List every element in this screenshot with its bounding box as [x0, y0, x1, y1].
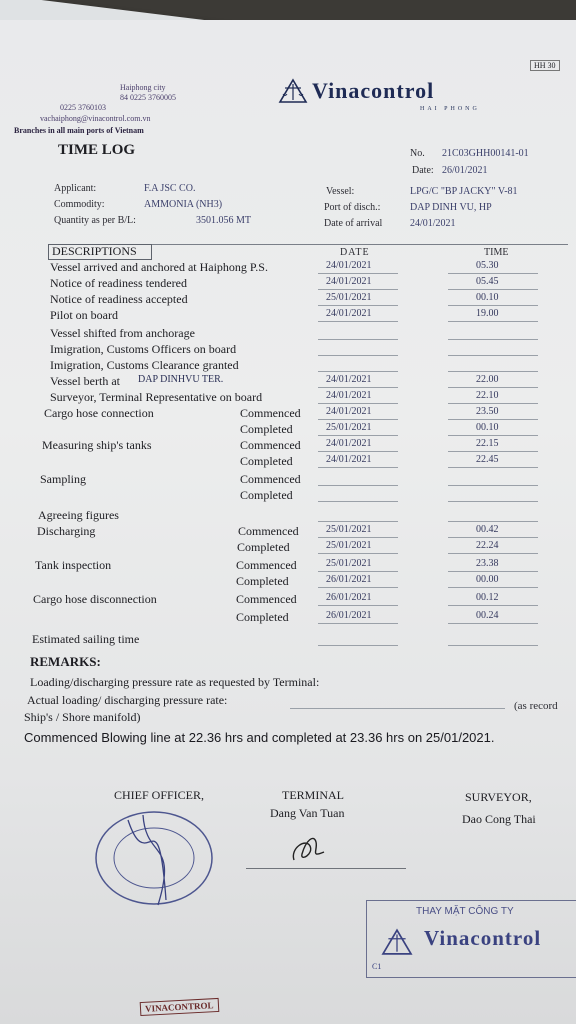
row-description: Tank inspection — [35, 558, 112, 572]
row-description: Vessel shifted from anchorage — [50, 326, 195, 340]
arrival-label: Date of arrival — [324, 218, 383, 229]
chief-officer-title: CHIEF OFFICER, — [114, 788, 205, 802]
row-time: 00.24 — [476, 610, 499, 621]
company-branches: Branches in all main ports of Vietnam — [14, 126, 144, 135]
surveyor-name: Dao Cong Thai — [462, 812, 536, 826]
doc-no-label: No. — [410, 148, 425, 159]
page-title: TIME LOG — [58, 142, 136, 158]
applicant-value: F.A JSC CO. — [144, 183, 196, 194]
doc-number-top: HH 30 — [530, 60, 560, 71]
vinacontrol-logo: Vinacontrol — [312, 78, 435, 103]
time-log-document — [0, 20, 576, 1024]
row-subphase: Completed — [236, 574, 289, 588]
date-header: DATE — [340, 247, 370, 258]
row-subphase: Commenced — [240, 438, 301, 452]
commodity-value: AMMONIA (NH3) — [144, 199, 223, 210]
terminal-title: TERMINAL — [282, 788, 344, 802]
row-description: Imigration, Customs Officers on board — [50, 342, 237, 356]
row-time: 22.10 — [476, 390, 499, 401]
row-date: 25/01/2021 — [326, 558, 372, 569]
row-extra: DAP DINHVU TER. — [138, 374, 224, 385]
row-time: 23.38 — [476, 558, 499, 569]
ship-stamp-icon — [88, 800, 224, 910]
logo-subtitle: HAI PHONG — [420, 106, 480, 112]
quantity-label: Quantity as per B/L: — [54, 215, 136, 226]
row-description: Vessel berth at — [50, 374, 120, 388]
row-time: 19.00 — [476, 308, 499, 319]
row-description: Cargo hose connection — [44, 406, 154, 420]
row-date: 25/01/2021 — [326, 524, 372, 535]
remarks-line-4: Commenced Blowing line at 22.36 hrs and completed at 23.36 hrs on 25/01/2021. — [24, 730, 495, 745]
row-time: 05.45 — [476, 276, 499, 287]
desc-header: DESCRIPTIONS — [52, 244, 137, 258]
vessel-value: LPG/C "BP JACKY" V-81 — [410, 186, 518, 197]
stamp-logo: Vinacontrol — [424, 926, 542, 950]
remarks-line-2: Actual loading/ discharging pressure rate: — [27, 693, 228, 707]
row-description: Notice of readiness tendered — [50, 276, 187, 290]
row-date: 26/01/2021 — [326, 610, 372, 621]
row-date: 24/01/2021 — [326, 374, 372, 385]
stamp-scales-icon — [380, 928, 414, 956]
scales-logo-icon — [278, 78, 308, 104]
row-time: 00.42 — [476, 524, 499, 535]
terminal-signature-icon — [280, 828, 340, 868]
row-time: 23.50 — [476, 406, 499, 417]
row-description: Sampling — [40, 472, 87, 486]
row-date: 24/01/2021 — [326, 390, 372, 401]
row-subphase: Completed — [240, 454, 293, 468]
row-time: 22.00 — [476, 374, 499, 385]
doc-date-label: Date: — [412, 165, 434, 176]
row-description: Notice of readiness accepted — [50, 292, 188, 306]
row-description: Agreeing figures — [38, 508, 119, 522]
row-description: Vessel arrived and anchored at Haiphong P.S. — [50, 260, 268, 274]
row-subphase: Commenced — [240, 472, 301, 486]
row-description: Measuring ship's tanks — [42, 438, 152, 452]
remarks-line-3: Ship's / Shore manifold) — [24, 710, 141, 724]
remarks-line-1: Loading/discharging pressure rate as requested by Terminal: — [30, 675, 320, 689]
row-date: 24/01/2021 — [326, 308, 372, 319]
row-subphase: Completed — [240, 422, 293, 436]
row-description: Estimated sailing time — [32, 632, 140, 646]
quantity-value: 3501.056 MT — [196, 215, 251, 226]
row-date: 25/01/2021 — [326, 540, 372, 551]
company-email: vachaiphong@vinacontrol.com.vn — [40, 114, 151, 123]
row-date: 25/01/2021 — [326, 422, 372, 433]
doc-date-value: 26/01/2021 — [442, 165, 488, 176]
row-subphase: Commenced — [236, 592, 297, 606]
company-line-2: 84 0225 3760005 — [120, 93, 176, 102]
company-line-1: Haiphong city — [120, 83, 166, 92]
surveyor-title: SURVEYOR, — [465, 790, 532, 804]
applicant-label: Applicant: — [54, 183, 97, 194]
row-date: 24/01/2021 — [326, 406, 372, 417]
row-time: 00.10 — [476, 292, 499, 303]
doc-no-value: 21C03GHH00141-01 — [442, 148, 529, 159]
row-time: 22.24 — [476, 540, 499, 551]
row-subphase: Commenced — [236, 558, 297, 572]
stamp-code: C1 — [372, 962, 382, 971]
row-date: 25/01/2021 — [326, 292, 372, 303]
vessel-label: Vessel: — [326, 186, 355, 197]
row-time: 00.10 — [476, 422, 499, 433]
row-date: 24/01/2021 — [326, 454, 372, 465]
row-time: 22.45 — [476, 454, 499, 465]
row-subphase: Commenced — [240, 406, 301, 420]
row-subphase: Commenced — [238, 524, 299, 538]
row-description: Imigration, Customs Clearance granted — [50, 358, 239, 372]
row-description: Discharging — [37, 524, 96, 538]
footer-stamp: VINACONTROL — [140, 998, 219, 1016]
row-time: 00.12 — [476, 592, 499, 603]
port-label: Port of disch.: — [324, 202, 381, 213]
arrival-value: 24/01/2021 — [410, 218, 456, 229]
row-subphase: Completed — [236, 610, 289, 624]
row-description: Cargo hose disconnection — [33, 592, 157, 606]
row-date: 26/01/2021 — [326, 592, 372, 603]
row-time: 00.00 — [476, 574, 499, 585]
row-date: 24/01/2021 — [326, 438, 372, 449]
commodity-label: Commodity: — [54, 199, 105, 210]
row-date: 24/01/2021 — [326, 260, 372, 271]
stamp-behalf: THAY MẶT CÔNG TY — [416, 906, 514, 917]
row-description: Pilot on board — [50, 308, 118, 322]
company-line-3: 0225 3760103 — [60, 103, 106, 112]
row-time: 05.30 — [476, 260, 499, 271]
row-date: 26/01/2021 — [326, 574, 372, 585]
row-subphase: Completed — [237, 540, 290, 554]
port-value: DAP DINH VU, HP — [410, 202, 492, 213]
terminal-name: Dang Van Tuan — [270, 806, 345, 820]
remarks-note: (as record — [514, 700, 558, 712]
remarks-label: REMARKS: — [30, 654, 101, 669]
time-header: TIME — [484, 247, 509, 258]
row-subphase: Completed — [240, 488, 293, 502]
row-time: 22.15 — [476, 438, 499, 449]
row-date: 24/01/2021 — [326, 276, 372, 287]
row-description: Surveyor, Terminal Representative on board — [50, 390, 263, 404]
